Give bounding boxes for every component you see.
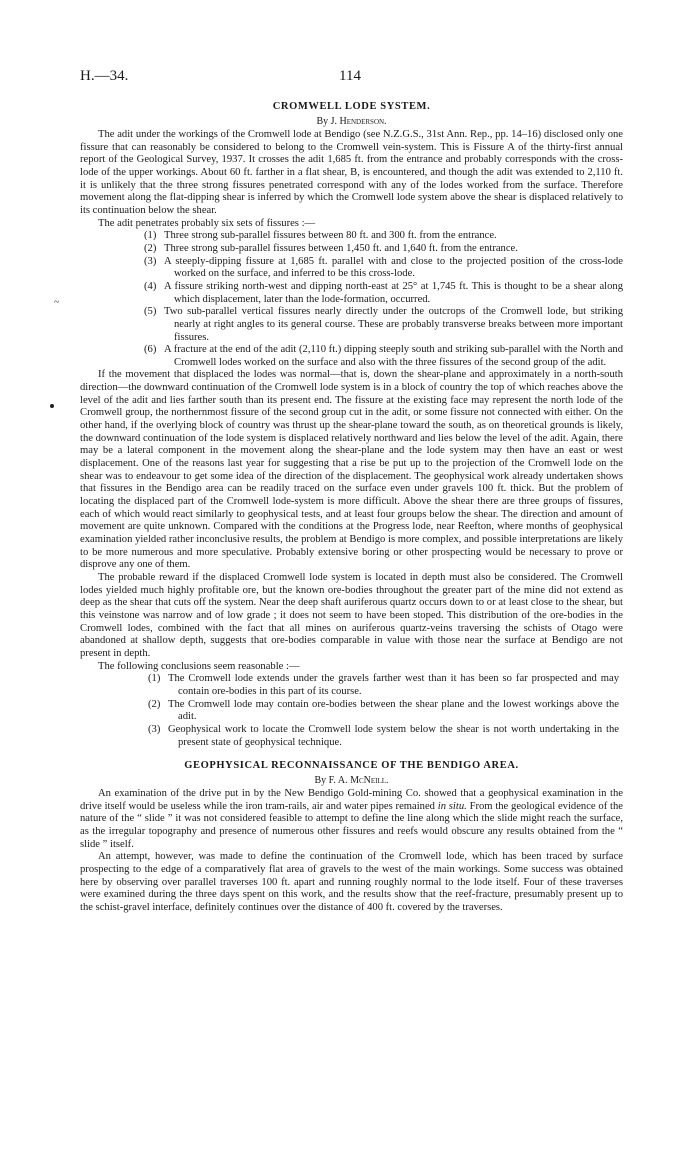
list-item bbox=[80, 306, 623, 344]
cromwell-lode-section bbox=[80, 100, 623, 749]
paragraph: The probable reward if the displaced Cromwell lode system is located in depth must also be considered. The Cromwell lodes yielded much highly profitable ore, but the known ore-bodies throughout the greater part of the mine did not extend as deep as the shear that cuts off the system. Near the deep shaft auriferous quartz occurs down to or at least close to the shear, but this veinstone was narrow and of low grade ; it does not seem to have been stoped. This distribution of the ore-bodies in the Cromwell lodes, combined with the fact that all mines on auriferous quartz-veins traversing the schists of Otago were abandoned at shallow depth, suggests that ore-bodies comparable in value with those near the surface at Bendigo are not present in depth. bbox=[80, 571, 623, 659]
list-text: Three strong sub-parallel fissures between 80 ft. and 300 ft. from the entrance. bbox=[164, 230, 497, 242]
list-item bbox=[80, 243, 623, 256]
list-number: (2) bbox=[148, 698, 161, 710]
list-item bbox=[80, 699, 623, 724]
section-title: CROMWELL LODE SYSTEM. bbox=[272, 101, 431, 112]
list-item bbox=[80, 724, 623, 749]
list-number: (1) bbox=[148, 673, 161, 685]
list-text: Two sub-parallel vertical fissures nearly directly under the outcrops of the Cromwell lode, but striking nearly at right angles to its general course. These are probably transverse breaks between more important fissures. bbox=[164, 306, 623, 343]
paragraph-text: From the geological evidence of the nature of the “ slide ” it was not considered feasible to attempt to define the line along which the slide might reach the surface, as the irregular topography and presence of numerous other fissures and reefs would obscure any results obtained from the “ slide ” itself. bbox=[80, 800, 623, 850]
page-header bbox=[80, 68, 620, 88]
list-item bbox=[80, 281, 623, 306]
list-number: (2) bbox=[144, 242, 157, 254]
list-number: (5) bbox=[144, 306, 157, 318]
list-number: (3) bbox=[148, 723, 161, 735]
page-number: 114 bbox=[339, 68, 361, 84]
paragraph: The adit under the workings of the Cromwell lode at Bendigo (see N.Z.G.S., 31st Ann. Rep., pp. 14–16) disclosed only one fissure that can reasonably be considered to belong to the Cromwell vein-system. This is Fissure A of the thirty-first annual report of the Geological Survey, 1937. It crosses the adit 1,685 ft. from the entrance and probably corresponds with the cross-lode of the upper workings. About 60 ft. farther in a flat shear, B, is encountered, and though the adit was extended to 2,110 ft. it is unlikely that the three strong fissures penetrated correspond with any of the lodes worked from the surface. Therefore movement along the flat-dipping shear is inferred by which the Cromwell lode system above the shear is displaced relatively to its continuation below the shear. bbox=[80, 129, 623, 216]
section-title: GEOPHYSICAL RECONNAISSANCE OF THE BENDIGO AREA. bbox=[184, 760, 519, 772]
list-number: (3) bbox=[144, 255, 157, 267]
paragraph: The adit penetrates probably six sets of fissures :— bbox=[98, 217, 316, 229]
list-item bbox=[80, 230, 623, 243]
author-name: F. A. McNeill. bbox=[328, 775, 389, 787]
report-reference: H.—34. bbox=[80, 68, 129, 84]
latin-phrase: in situ. bbox=[437, 800, 467, 812]
margin-dot bbox=[50, 404, 54, 408]
section-gap bbox=[80, 749, 623, 759]
list-number: (6) bbox=[144, 344, 157, 356]
paragraph: If the movement that displaced the lodes was normal—that is, down the shear-plane and approximately in a north-south direction—the downward continuation of the Cromwell lode system is in a block of country the top of which reaches above the level of the adit and lies farther south than its present end. The fissure at the existing face may represent the north lode of the Cromwell group, the northernmost fissure of the second group cut in the adit, or some fissure not connected with either. On the other hand, if the overlying block of country was thrust up the shear-plane toward the south, as on theoretical grounds is likely, the downward continuation of the lode system is displaced relatively northward and lies below the level of the adit. Again, there may be a lateral component in the movement along the shear-plane and the lode system may then have an east or west displacement. One of the reasons last year for suggesting that a rise be put up to the projection of the Cromwell lode on the shear was to endeavour to get some idea of the direction of the displacement. The geophysical work already undertaken shows that fissures in the Bendigo area can be readily traced on the surface even under gravels 100 ft. thick. But the problem of locating the displaced part of the Cromwell lode-system is more difficult. Above the shear there are three groups of fissures, each of which would react similarly to geophysical tests, and at least four groups below the shear. The direction and amount of movement are quite unknown. Compared with the conditions at the Progress lode, near Reefton, where months of geophysical examination yielded rather inconclusive results, the problem at Bendigo is more complex, and possible interpretations are likely to be more numerous and more speculative. Probably extensive boring or other prospecting would be necessary to prove or disprove any one of them. bbox=[80, 369, 623, 571]
list-text: A fracture at the end of the adit (2,110 ft.) dipping steeply south and striking sub-parallel with the North and Cromwell lodes worked on the surface and also with the three fissures of the second group of the adit. bbox=[164, 344, 623, 368]
list-text: The Cromwell lode extends under the gravels farther west than it has been so far prospected and may contain ore-bodies in this part of its course. bbox=[168, 673, 619, 697]
list-number: (4) bbox=[144, 280, 157, 292]
list-text: A steeply-dipping fissure at 1,685 ft. parallel with and close to the projected position of the cross-lode worked on the surface, and inferred to be this cross-lode. bbox=[164, 255, 623, 280]
list-text: The Cromwell lode may contain ore-bodies between the shear plane and the lowest workings above the adit. bbox=[168, 698, 619, 723]
document-body bbox=[80, 100, 623, 915]
list-number: (1) bbox=[144, 230, 157, 242]
geophysical-section bbox=[80, 759, 623, 915]
list-text: Geophysical work to locate the Cromwell lode system below the shear is not worth undertaking in the present state of geophysical technique. bbox=[168, 723, 619, 748]
section-author bbox=[80, 115, 623, 128]
margin-mark: ~ bbox=[54, 297, 60, 308]
list-item bbox=[80, 344, 623, 369]
author-by: By bbox=[314, 775, 329, 787]
list-text: A fissure striking north-west and dipping north-east at 25° at 1,745 ft. This is thought to be a shear along which displacement, later than the lode-formation, occurred. bbox=[164, 280, 623, 305]
paragraph bbox=[80, 788, 623, 851]
list-item bbox=[80, 673, 623, 698]
list-text: Three strong sub-parallel fissures between 1,450 ft. and 1,640 ft. from the entrance. bbox=[164, 242, 518, 254]
author-by: By bbox=[316, 116, 331, 127]
paragraph-text: An examination of the drive put in by the New Bendigo Gold-mining Co. showed that a geophysical examination in the drive itself would be useless while the iron tram-rails, air and water pipes remained bbox=[80, 788, 623, 812]
fissure-list bbox=[80, 230, 623, 369]
list-item bbox=[80, 256, 623, 281]
section-author bbox=[80, 774, 623, 787]
paragraph: An attempt, however, was made to define the continuation of the Cromwell lode, which has been traced by surface prospecting to the edge of a comparatively flat area of gravels to the west of the main workings. Some success was obtained here by observing over parallel traverses 100 ft. apart and running roughly normal to the lode itself. Four of these traverses were examined during the three days spent on this work, and the results show that the reef-fracture, presumably present up to the schist-gravel interface, definitely continues over the distance of 400 ft. covered by the traverses. bbox=[80, 851, 623, 914]
conclusions-list bbox=[80, 673, 623, 749]
paragraph: The following conclusions seem reasonable :— bbox=[98, 660, 300, 672]
author-name: J. Henderson. bbox=[330, 116, 387, 127]
